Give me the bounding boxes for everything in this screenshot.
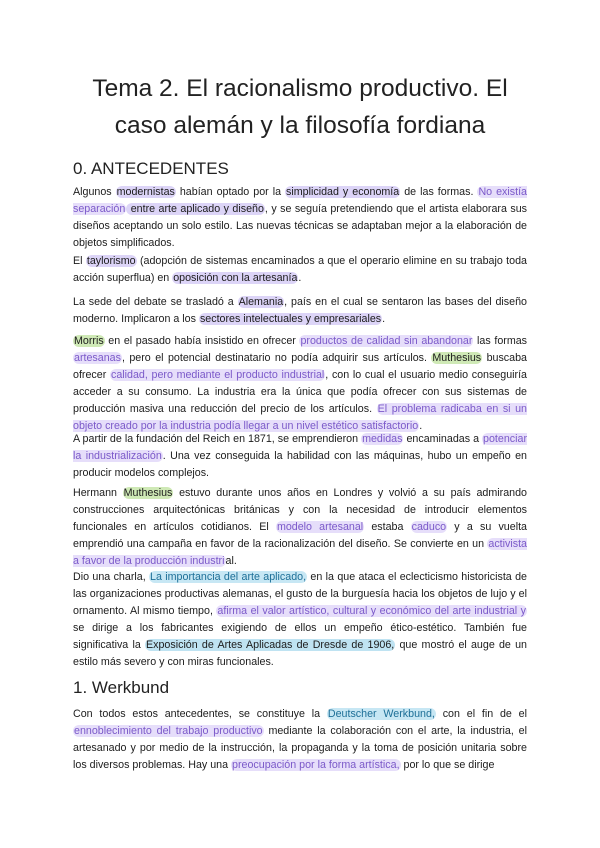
text-run: encaminadas a <box>403 433 483 445</box>
paragraph-1 <box>73 184 527 252</box>
highlighted-text: caduco <box>411 521 447 533</box>
text-run: estuvo durante unos años en Londres y volvió a su país admirando construcciones arquitectónicas británicas y con la necesidad de introducir elementos funcionales en artículos cotidianos. El <box>73 487 527 533</box>
highlighted-text: Muthesius <box>432 352 482 364</box>
text-run: . <box>419 420 423 432</box>
text-run: . <box>298 272 302 284</box>
highlighted-text: sectores intelectuales y empresariales <box>199 313 382 325</box>
text-run: por lo que se dirige <box>400 759 495 771</box>
highlighted-text: productos de calidad sin abandonar <box>300 335 473 347</box>
highlighted-text: Morris <box>74 335 104 347</box>
text-run: , pero el potencial destinatario no podía adquirir sus artículos. <box>121 352 432 364</box>
highlighted-text: artesanas <box>74 352 121 364</box>
highlighted-text: simplicidad y economía <box>286 186 400 198</box>
page-title <box>40 70 560 144</box>
highlighted-text: preocupación por la forma artística, <box>232 759 400 771</box>
text-run: A partir de la fundación del Reich en 1871, se emprendieron <box>73 433 362 445</box>
title-line-1: Tema 2. El racionalismo productivo. El <box>92 75 508 102</box>
text-run: y a su vuelta emprendió una campaña en favor de la racionalización del diseño. Se convierte en un <box>73 521 527 550</box>
highlighted-text: potenciar la industrialización <box>73 433 527 462</box>
text-run: de las formas. <box>400 186 478 198</box>
text-run: Con todos estos antecedentes, se constituye la <box>73 708 327 720</box>
text-run: mediante la colaboración con el arte, la industria, el artesanado y por medio de la instrucción, la propaganda y la toma de posición unitaria sobre los diversos problemas. Hay una <box>73 725 527 771</box>
highlighted-text: oposición con la artesanía <box>173 272 298 284</box>
text-run: (adopción de sistemas encaminados a que el operario elimine en su trabajo toda acción superflua) en <box>73 255 527 284</box>
paragraph-3 <box>73 294 527 328</box>
highlighted-text: Muthesius <box>123 487 173 499</box>
paragraph-7 <box>73 569 527 671</box>
text-run: al. <box>225 555 237 567</box>
text-run: . <box>382 313 386 325</box>
paragraph-2 <box>73 253 527 287</box>
text-run: , país en el cual se sentaron las bases del diseño moderno. Implicaron a los <box>73 296 527 325</box>
text-run: . Una vez conseguida la habilidad con las máquinas, hubo un empeño en producir modelos complejos. <box>73 450 527 479</box>
highlighted-text: Exposición de Artes Aplicadas de Dresde de 1906, <box>146 639 395 651</box>
text-run: El <box>73 255 86 267</box>
text-run: habían optado por la <box>175 186 286 198</box>
text-run: las formas <box>473 335 528 347</box>
highlighted-text: afirma el valor artístico, cultural y económico del arte industrial y <box>217 605 527 617</box>
text-run: , con lo cual el usuario medio conseguiría acceder a su consumo. La industria era la única que podía ofrecer con sus sistemas de producción masiva una reducción del precio de los artículos. <box>73 369 527 415</box>
highlighted-text: El problema radicaba en si un objeto creado por la industria podía llegar a un nivel estético satisfactorio <box>73 403 527 432</box>
highlighted-text: taylorismo <box>86 255 136 267</box>
text-run: estaba <box>364 521 411 533</box>
text-run: , y se seguía pretendiendo que el artista elaborara sus diseños aceptando un solo estilo. Las nuevas técnicas se adaptaban mejor a la elaboración de objetos simplificados. <box>73 203 527 249</box>
highlighted-text: calidad, pero mediante el producto industrial <box>110 369 325 381</box>
text-run: en la que ataca el eclecticismo historicista de las organizaciones productivas alemanas, el gusto de la burguesía hacia los objetos de lujo y el ornamento. Al mismo tiempo, <box>73 571 527 617</box>
highlighted-text: modelo artesanal <box>276 521 364 533</box>
paragraph-6 <box>73 485 527 570</box>
highlighted-text: modernistas <box>116 186 175 198</box>
highlighted-text: No existía separación <box>73 186 527 215</box>
text-run: en el pasado había insistido en ofrecer <box>104 335 300 347</box>
section-heading-werkbund: 1. Werkbund <box>73 678 170 697</box>
text-run: Dio una charla, <box>73 571 150 583</box>
text-run: Algunos <box>73 186 116 198</box>
text-run: buscaba ofrecer <box>73 352 527 381</box>
title-line-2: caso alemán y la filosofía fordiana <box>114 112 486 139</box>
highlighted-text: Alemania <box>238 296 284 308</box>
highlighted-text: activista a favor de la producción industri <box>73 538 527 567</box>
highlighted-text: entre arte aplicado y diseño <box>127 203 264 215</box>
highlighted-text: La importancia del arte aplicado, <box>150 571 307 583</box>
highlighted-text: Deutscher Werkbund, <box>327 708 435 720</box>
highlighted-text: ennoblecimiento del trabajo productivo <box>74 725 263 737</box>
paragraph-5 <box>73 431 527 482</box>
section-heading-antecedentes: 0. ANTECEDENTES <box>73 159 229 178</box>
text-run: La sede del debate se trasladó a <box>73 296 238 308</box>
text-run: con el fin de el <box>435 708 528 720</box>
paragraph-4 <box>73 333 527 435</box>
text-run: Hermann <box>73 487 123 499</box>
highlighted-text: medidas <box>362 433 403 445</box>
text-run: que mostró el auge de un estilo más severo y con miras funcionales. <box>73 639 527 668</box>
text-run: se dirige a los fabricantes exigiendo de ellos un empeño ético-estético. También fue significativa la <box>73 622 527 651</box>
paragraph-8 <box>73 706 527 774</box>
